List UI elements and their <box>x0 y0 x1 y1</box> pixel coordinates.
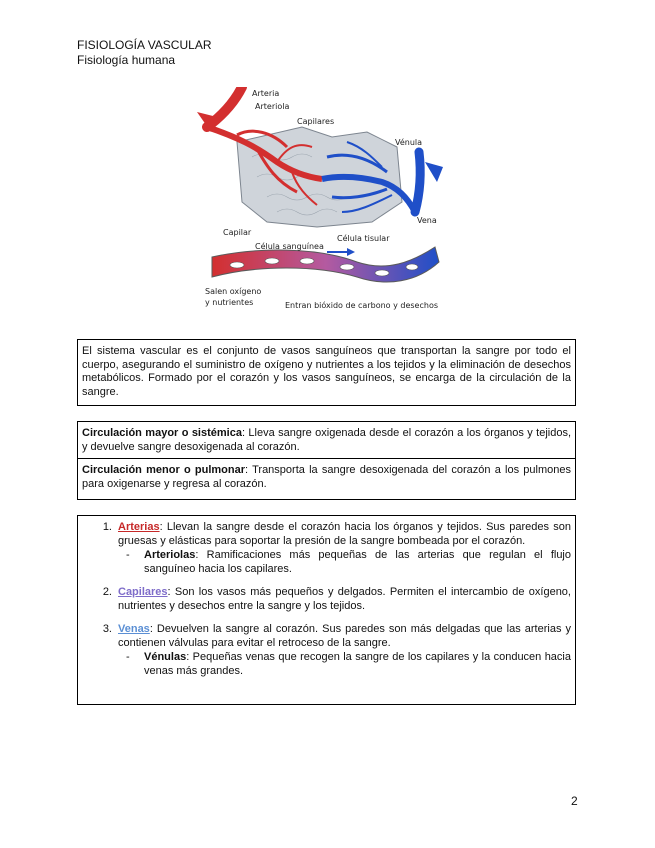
minor-circulation <box>78 458 575 495</box>
document-header <box>77 38 211 68</box>
sub-item-venulas <box>118 651 571 678</box>
term-arterias: Arterias <box>118 521 160 533</box>
capilares-text: : Son los vasos más pequeños y delgados. Permiten el intercambio de oxígeno, nutrientes y desechos entre la sangre y los tejidos. <box>118 586 571 612</box>
list-item-capilares <box>82 586 571 613</box>
sub-item-arteriolas <box>118 549 571 576</box>
label-salen-line1: Salen oxígeno <box>205 287 262 296</box>
label-vena: Vena <box>417 216 437 225</box>
intro-box <box>77 339 576 406</box>
list-item-venas <box>82 623 571 678</box>
major-circulation-text: : Lleva sangre oxigenada desde el corazón a los órganos y tejidos, y devuelve sangre desoxigenada al corazón. <box>82 427 571 453</box>
vein-flow-arrow <box>425 162 443 182</box>
minor-circulation-term: Circulación menor o pulmonar <box>82 464 246 476</box>
label-entran: Entran bióxido de carbono y desechos <box>285 301 438 310</box>
label-capilares: Capilares <box>297 117 335 126</box>
label-arteriola: Arteriola <box>255 102 290 111</box>
capillary-tube <box>212 247 439 282</box>
term-capilares: Capilares <box>118 586 168 598</box>
intro-text: El sistema vascular es el conjunto de vasos sanguíneos que transportan la sangre por todo el cuerpo, asegurando el suministro de oxígeno y nutrientes a los tejidos y la eliminación de desechos metabólicos. Formado por el corazón y los vasos sanguíneos, se encarga de la circulación de la sangre. <box>82 345 571 398</box>
term-arteriolas: Arteriolas <box>144 549 196 561</box>
minor-circulation-text: : Transporta la sangre desoxigenada del corazón a los pulmones para oxigenarse y regresa al corazón. <box>82 464 571 490</box>
sub-dash: - <box>126 651 130 663</box>
label-venula: Vénula <box>395 138 423 147</box>
label-celula-tisular: Célula tisular <box>337 234 390 243</box>
list-number: 1. <box>102 521 112 533</box>
major-circulation <box>78 422 575 458</box>
vascular-system-illustration <box>197 87 462 322</box>
document-title: FISIOLOGÍA VASCULAR <box>77 38 212 52</box>
vein-vessel <box>415 152 420 212</box>
page-number: 2 <box>571 794 578 808</box>
vessel-types-list <box>77 515 576 705</box>
circulation-box <box>77 421 576 500</box>
vascular-diagram-svg <box>197 87 462 322</box>
label-capilar: Capilar <box>223 228 252 237</box>
list-number: 3. <box>102 623 112 635</box>
label-celula-sanguinea: Célula sanguínea <box>255 242 324 251</box>
venas-text: : Devuelven la sangre al corazón. Sus paredes son más delgadas que las arterias y contienen válvulas para evitar el retroceso de la sangre. <box>118 623 571 649</box>
sub-dash: - <box>126 549 130 561</box>
term-venulas: Vénulas <box>144 651 187 663</box>
major-circulation-term: Circulación mayor o sistémica <box>82 427 242 439</box>
document-subtitle: Fisiología humana <box>77 53 176 67</box>
term-venas: Venas <box>118 623 150 635</box>
label-arteria: Arteria <box>252 89 280 98</box>
label-salen-line2: y nutrientes <box>205 298 254 307</box>
venulas-text: : Pequeñas venas que recogen la sangre de los capilares y la conducen hacia venas más grandes. <box>144 651 571 677</box>
arterias-text: : Llevan la sangre desde el corazón hacia los órganos y tejidos. Sus paredes son gruesas y elásticas para soportar la presión de la sangre bombeada por el corazón. <box>118 521 571 547</box>
arteriolas-text: : Ramificaciones más pequeñas de las arterias que regulan el flujo sanguíneo hacia los capilares. <box>144 549 571 575</box>
list-number: 2. <box>102 586 112 598</box>
list-item-arterias <box>82 521 571 576</box>
